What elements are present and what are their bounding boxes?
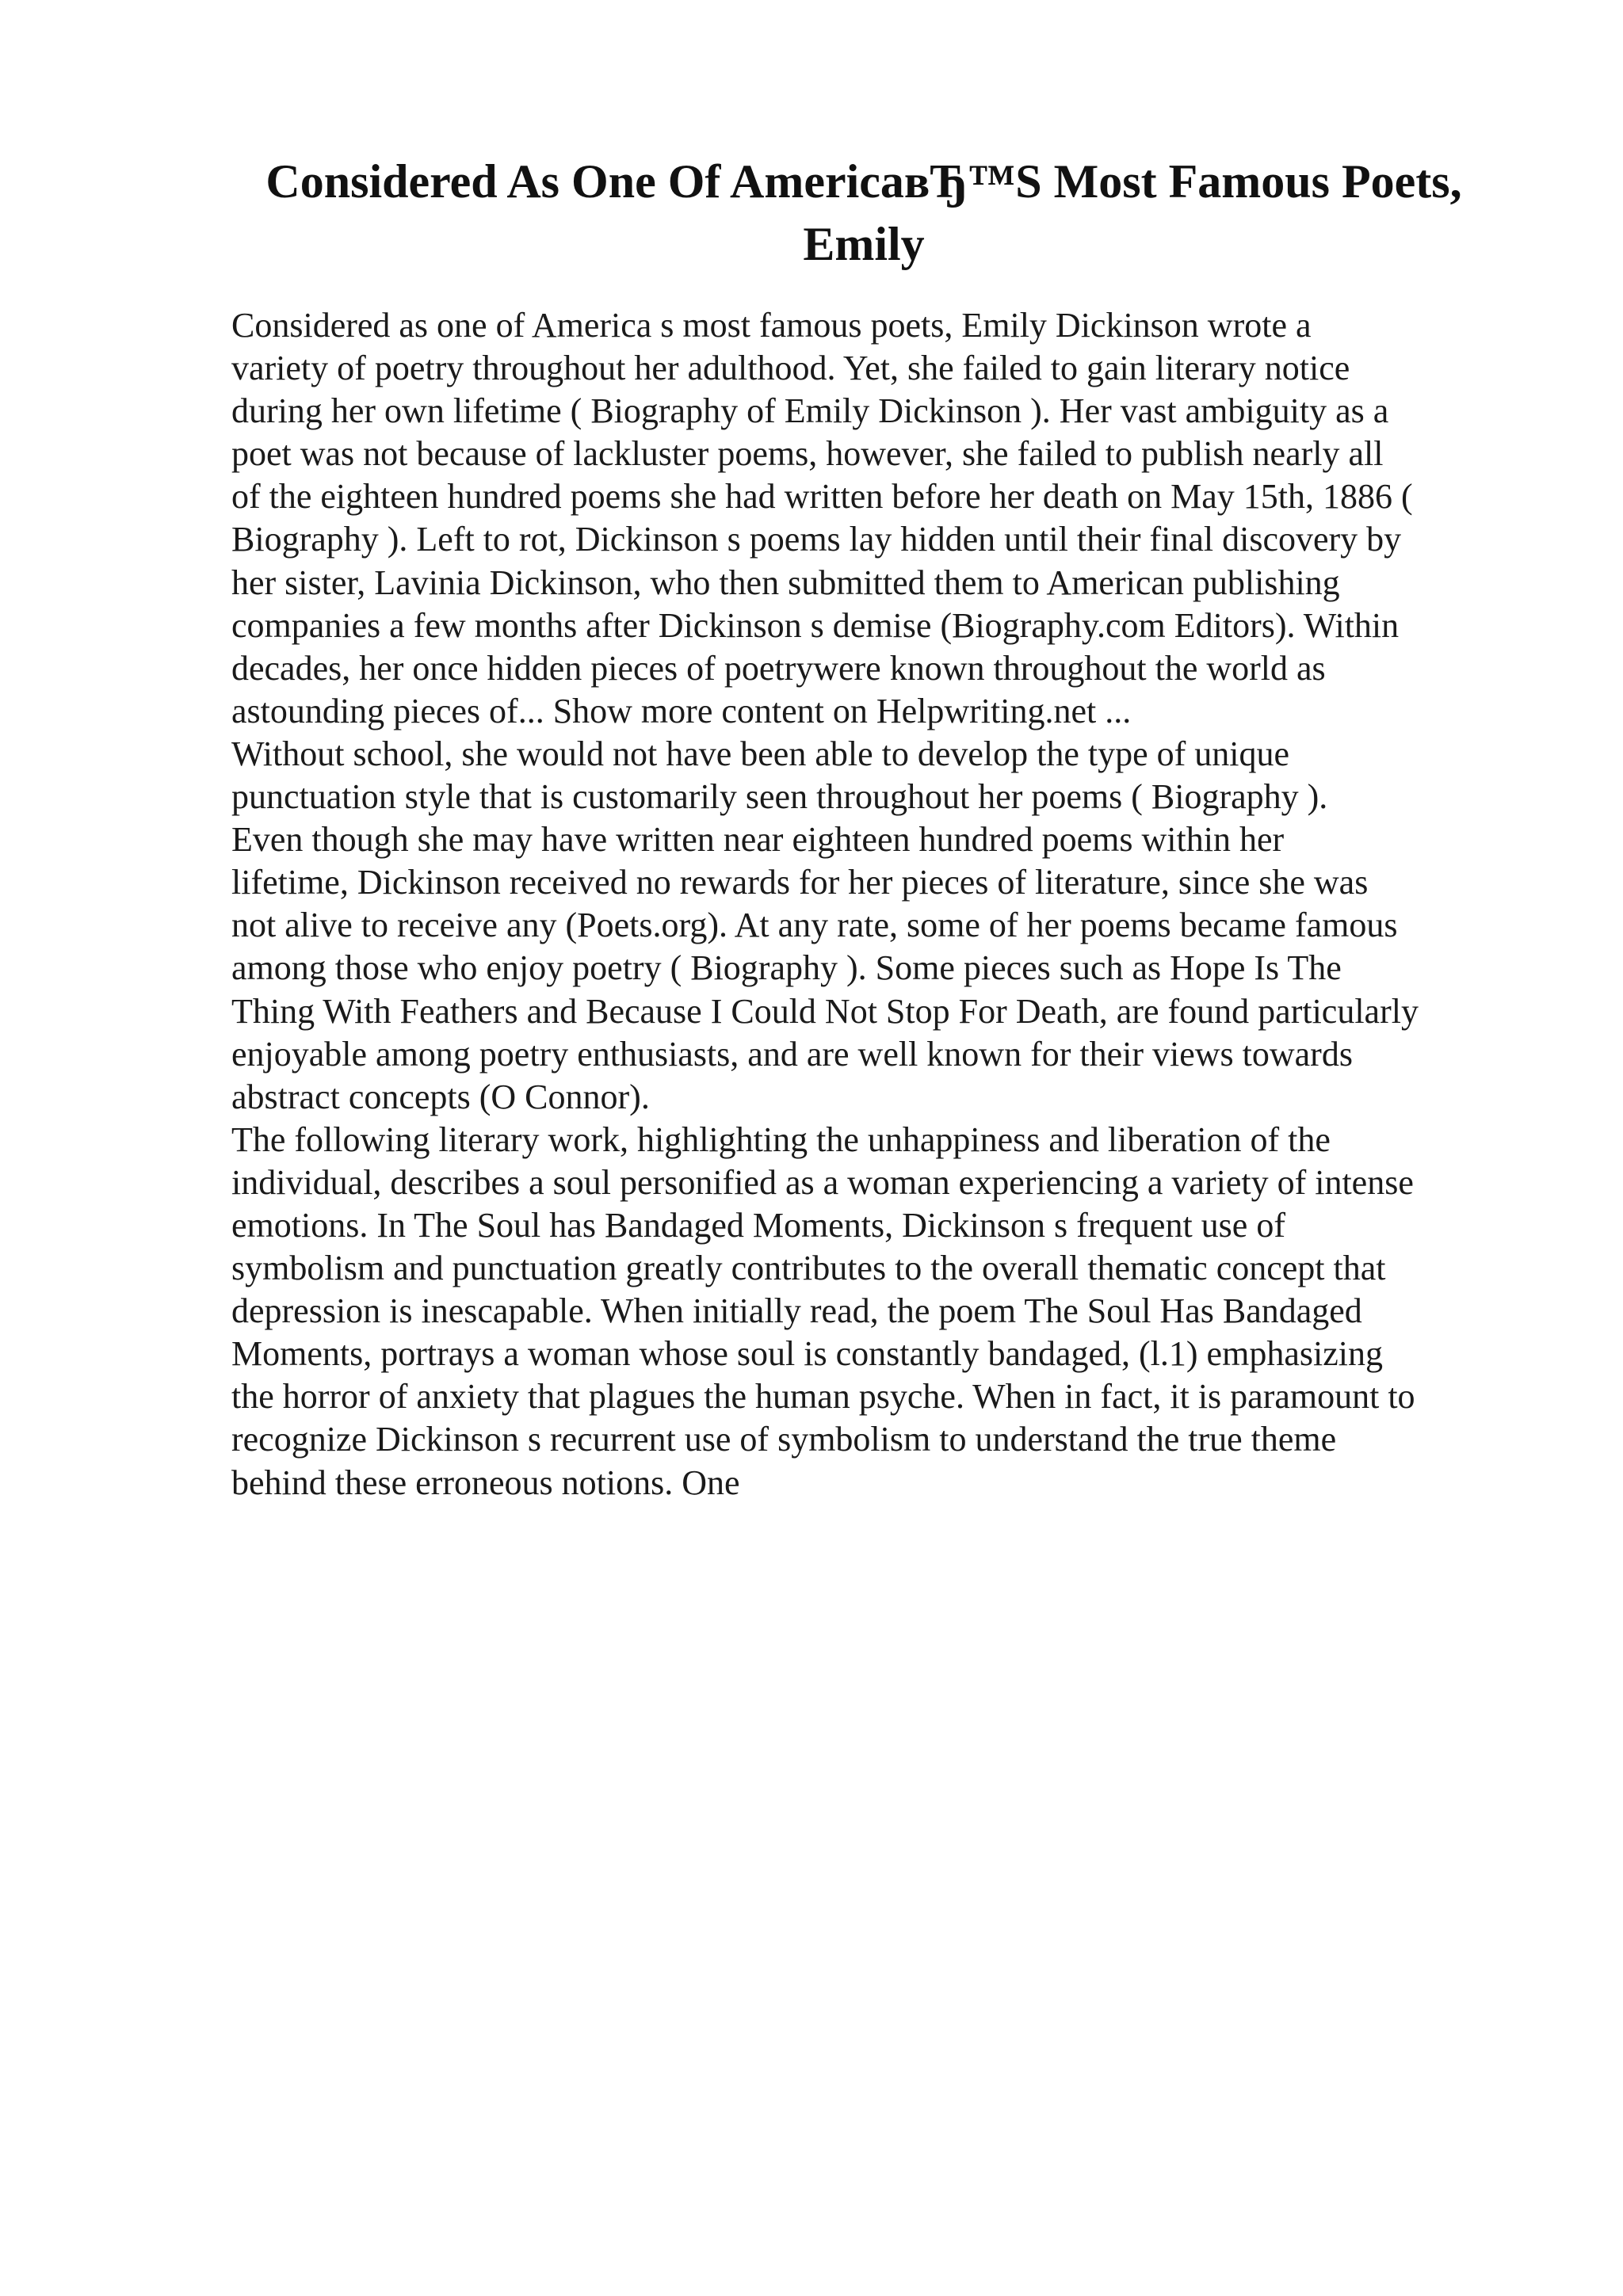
body-line: of the eighteen hundred poems she had written before her death on May 15th, 1886 ( (231, 477, 1413, 517)
body-line: Considered as one of America s most famous poets, Emily Dickinson wrote a (231, 306, 1312, 345)
body-line: abstract concepts (O Connor). (231, 1077, 650, 1116)
body-line: Thing With Feathers and Because I Could Not Stop For Death, are found particularly (231, 991, 1419, 1031)
body-line: recognize Dickinson s recurrent use of symbolism to understand the true theme (231, 1420, 1337, 1459)
document-body (231, 304, 1515, 1505)
body-line: emotions. In The Soul has Bandaged Moments, Dickinson s frequent use of (231, 1205, 1285, 1245)
body-line: punctuation style that is customarily seen throughout her poems ( Biography ). (231, 777, 1328, 817)
body-line: symbolism and punctuation greatly contributes to the overall thematic concept that (231, 1249, 1386, 1288)
body-line: individual, describes a soul personified as a woman experiencing a variety of intense (231, 1162, 1414, 1202)
body-line: Without school, she would not have been able to develop the type of unique (231, 734, 1290, 773)
body-line: poet was not because of lackluster poems, however, she failed to publish nearly all (231, 434, 1384, 474)
title-line: Emily (803, 218, 925, 270)
body-line: among those who enjoy poetry ( Biography ). Some pieces such as Hope Is The (231, 948, 1342, 988)
body-line: the horror of anxiety that plagues the human psyche. When in fact, it is paramount to (231, 1377, 1415, 1417)
body-line: her sister, Lavinia Dickinson, who then submitted them to American publishing (231, 563, 1340, 602)
title-line: Considered As One Of AmericaвЂ™S Most Famous Poets, (265, 155, 1462, 208)
body-line: Biography ). Left to rot, Dickinson s poems lay hidden until their final discovery by (231, 520, 1402, 559)
body-line: depression is inescapable. When initially read, the poem The Soul Has Bandaged (231, 1291, 1362, 1331)
body-line: Moments, portrays a woman whose soul is constantly bandaged, (l.1) emphasizing (231, 1334, 1383, 1374)
body-line: Even though she may have written near eighteen hundred poems within her (231, 820, 1285, 860)
body-line: behind these erroneous notions. One (231, 1463, 740, 1502)
body-line: astounding pieces of... Show more content on Helpwriting.net ... (231, 691, 1132, 730)
body-line: during her own lifetime ( Biography of Emily Dickinson ). Her vast ambiguity as a (231, 391, 1389, 431)
body-line: variety of poetry throughout her adulthood. Yet, she failed to gain literary notice (231, 349, 1350, 388)
body-line: The following literary work, highlighting the unhappiness and liberation of the (231, 1119, 1331, 1159)
body-line: not alive to receive any (Poets.org). At any rate, some of her poems became famous (231, 906, 1398, 945)
body-line: companies a few months after Dickinson s demise (Biography.com Editors). Within (231, 605, 1400, 645)
body-line: enjoyable among poetry enthusiasts, and are well known for their views towards (231, 1034, 1353, 1074)
body-line: decades, her once hidden pieces of poetrywere known throughout the world as (231, 648, 1326, 688)
document-title (222, 151, 1506, 276)
body-line: lifetime, Dickinson received no rewards for her pieces of literature, since she was (231, 863, 1369, 902)
